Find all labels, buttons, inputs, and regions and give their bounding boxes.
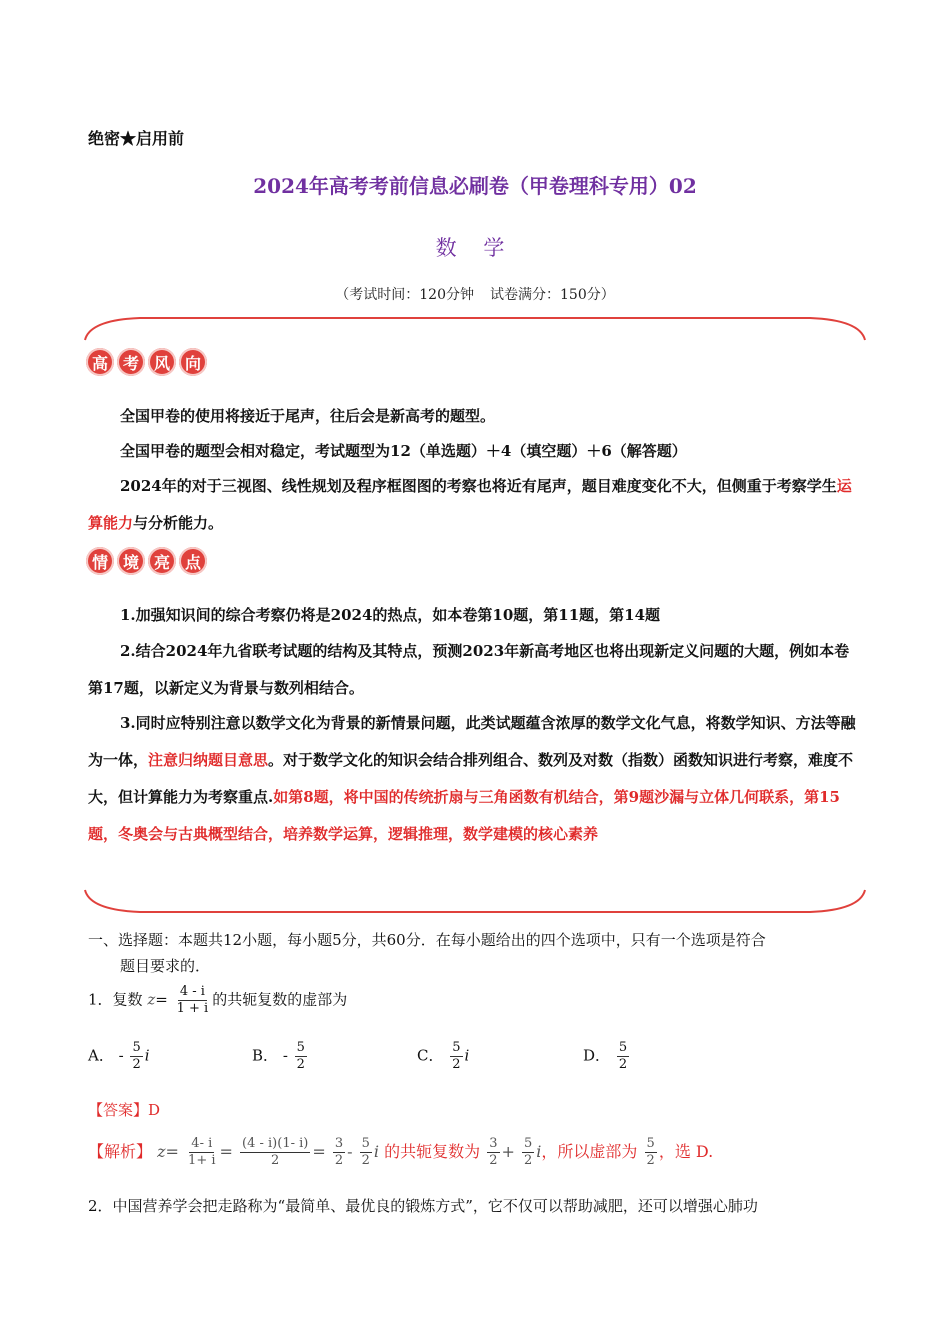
section-heading-2: 题目要求的． [120, 957, 211, 975]
option-b[interactable] [252, 1040, 309, 1073]
analysis-text-3: ，选 D. [658, 1142, 714, 1161]
frac-num: 5 [646, 1136, 655, 1151]
answer-value: D [148, 1101, 161, 1119]
trend-p3-a: 2024年的对于三视图、线性规划及程序框图图的考察也将近有尾声，题目难度变化不大，但侧重于考察学生 [120, 477, 837, 495]
option-unit: i [464, 1046, 470, 1065]
option-num: 5 [132, 1040, 141, 1055]
frac-den: 2 [361, 1153, 370, 1168]
analysis-frac-5 [487, 1136, 499, 1169]
frac-num: 3 [334, 1136, 344, 1151]
analysis-frac-3 [333, 1136, 345, 1169]
frac-den: 2 [646, 1153, 655, 1168]
option-den: 2 [132, 1057, 141, 1072]
analysis-eq: = [219, 1142, 233, 1161]
frac-den: 2 [489, 1153, 498, 1168]
q1-z: z [147, 990, 156, 1009]
analysis-text-1: 的共轭复数为 [384, 1142, 481, 1161]
option-label: C． [417, 1046, 444, 1065]
q1-analysis [88, 1136, 868, 1169]
highlight-3-red2: 如第8题，将中国的传统折扇与三角函数有机结合，第9题沙漏与立体几何联系，第15题，冬奥会与古典概型结合，培养数学运算，逻辑推理，数学建模的核心素养 [88, 788, 840, 843]
answer-tag: 【答案】 [88, 1101, 149, 1119]
frac-num: (4 - i)(1- i) [242, 1136, 309, 1151]
frame-bottom-curve [85, 890, 865, 912]
option-d[interactable] [583, 1040, 631, 1073]
option-label: D． [583, 1046, 611, 1065]
q1-answer [88, 1098, 868, 1122]
frame-top-curve [85, 318, 865, 340]
analysis-i: i [536, 1142, 542, 1161]
option-fraction [130, 1040, 142, 1073]
badge-char: 高 [86, 348, 114, 376]
confidential-label: 绝密★启用前 [88, 129, 185, 148]
badge-char: 情 [86, 547, 114, 575]
trend-p3-b: 与分析能力。 [133, 514, 224, 532]
option-unit: i [144, 1046, 150, 1065]
q1-suffix: 的共轭复数的虚部为 [212, 990, 348, 1009]
frac-num: 5 [361, 1136, 370, 1151]
option-sign: - [118, 1046, 124, 1065]
option-label: B． [252, 1046, 279, 1065]
frac-den: 2 [271, 1153, 280, 1168]
analysis-frac-4 [360, 1136, 372, 1169]
badge-char: 亮 [148, 547, 176, 575]
highlight-3-b: 。对于数学文化的知识会结合排列组合、数列及对数（指数）函数知识进行考察，难度不大，但计算能力为考察重点. [88, 751, 854, 806]
trend-p3-red: 运算能力 [88, 477, 852, 532]
option-den: 2 [618, 1057, 628, 1072]
question-1 [88, 984, 868, 1017]
highlight-1: 1.加强知识间的综合考察仍将是2024的热点，如本卷第10题，第11题，第14题 [120, 606, 661, 624]
frac-den: 2 [524, 1153, 533, 1168]
option-fraction [450, 1040, 462, 1073]
option-label: A． [88, 1046, 114, 1065]
trend-p3 [88, 468, 864, 542]
option-c[interactable] [417, 1040, 469, 1073]
badge-char: 考 [117, 348, 145, 376]
badge-trend [86, 348, 207, 376]
frac-num: 4- i [191, 1136, 213, 1151]
analysis-tag: 【解析】 [88, 1142, 153, 1161]
frac-den: 1+ i [188, 1153, 216, 1168]
analysis-frac-1 [186, 1136, 217, 1169]
option-sign: - [282, 1046, 288, 1065]
badge-char: 风 [148, 348, 176, 376]
option-num: 5 [452, 1040, 461, 1055]
highlight-2: 2.结合2024年九省联考试题的结构及其特点，预测2023年新高考地区也将出现新定义问题的大题，例如本卷第17题，以新定义为背景与数列相结合。 [88, 642, 850, 697]
q1-prefix: 1．复数 [88, 990, 143, 1009]
frac-den: 2 [334, 1153, 344, 1168]
q1-den: 1 + i [176, 1001, 209, 1016]
subject-title: 数 学 [435, 236, 515, 260]
trend-p1: 全国甲卷的使用将接近于尾声，往后会是新高考的题型。 [120, 407, 496, 425]
option-den: 2 [452, 1057, 461, 1072]
analysis-frac-7 [645, 1136, 657, 1169]
highlight-3-red1: 注意归纳题目意思 [148, 751, 269, 769]
badge-char: 向 [179, 348, 207, 376]
section-heading: 一、选择题：本题共12小题，每小题5分，共60分．在每小题给出的四个选项中，只有一个选项是符合 [88, 931, 766, 949]
analysis-eq: = [312, 1142, 326, 1161]
option-num: 5 [618, 1040, 628, 1055]
analysis-frac-2 [240, 1136, 310, 1169]
option-den: 2 [296, 1057, 305, 1072]
exam-time: （考试时间：120分钟 [335, 287, 474, 303]
analysis-text-2: ，所以虚部为 [541, 1142, 638, 1161]
option-fraction [617, 1040, 629, 1073]
q1-num: 4 - i [179, 984, 205, 999]
analysis-minus: - [347, 1142, 353, 1161]
analysis-eq: = [165, 1142, 179, 1161]
question-2: 2．中国营养学会把走路称为“最简单、最优良的锻炼方式”，它不仅可以帮助减肥，还可以增强心肺功 [88, 1197, 758, 1215]
option-a[interactable] [88, 1040, 150, 1073]
badge-char: 点 [179, 547, 207, 575]
highlight-3-a: 3.同时应特别注意以数学文化为背景的新情景问题，此类试题蕴含浓厚的数学文化气息，将数学知识、方法等融为一体， [88, 714, 856, 769]
exam-score: 试卷满分：150分） [490, 287, 615, 303]
trend-p2: 全国甲卷的题型会相对稳定，考试题型为12（单选题）＋4（填空题）＋6（解答题） [120, 442, 687, 460]
highlight-3 [88, 705, 864, 853]
analysis-i: i [373, 1142, 380, 1161]
exam-meta [0, 284, 950, 304]
option-fraction [295, 1040, 307, 1073]
option-num: 5 [296, 1040, 305, 1055]
paper-title: 2024年高考考前信息必刷卷（甲卷理科专用）02 [253, 174, 697, 198]
frac-num: 5 [524, 1136, 533, 1151]
analysis-plus: + [501, 1142, 515, 1161]
analysis-frac-6 [522, 1136, 534, 1169]
badge-char: 境 [117, 547, 145, 575]
badge-highlight [86, 547, 207, 575]
q1-eq: = [155, 990, 168, 1009]
analysis-z: z [157, 1142, 166, 1161]
q1-fraction [175, 984, 211, 1017]
frac-num: 3 [489, 1136, 498, 1151]
